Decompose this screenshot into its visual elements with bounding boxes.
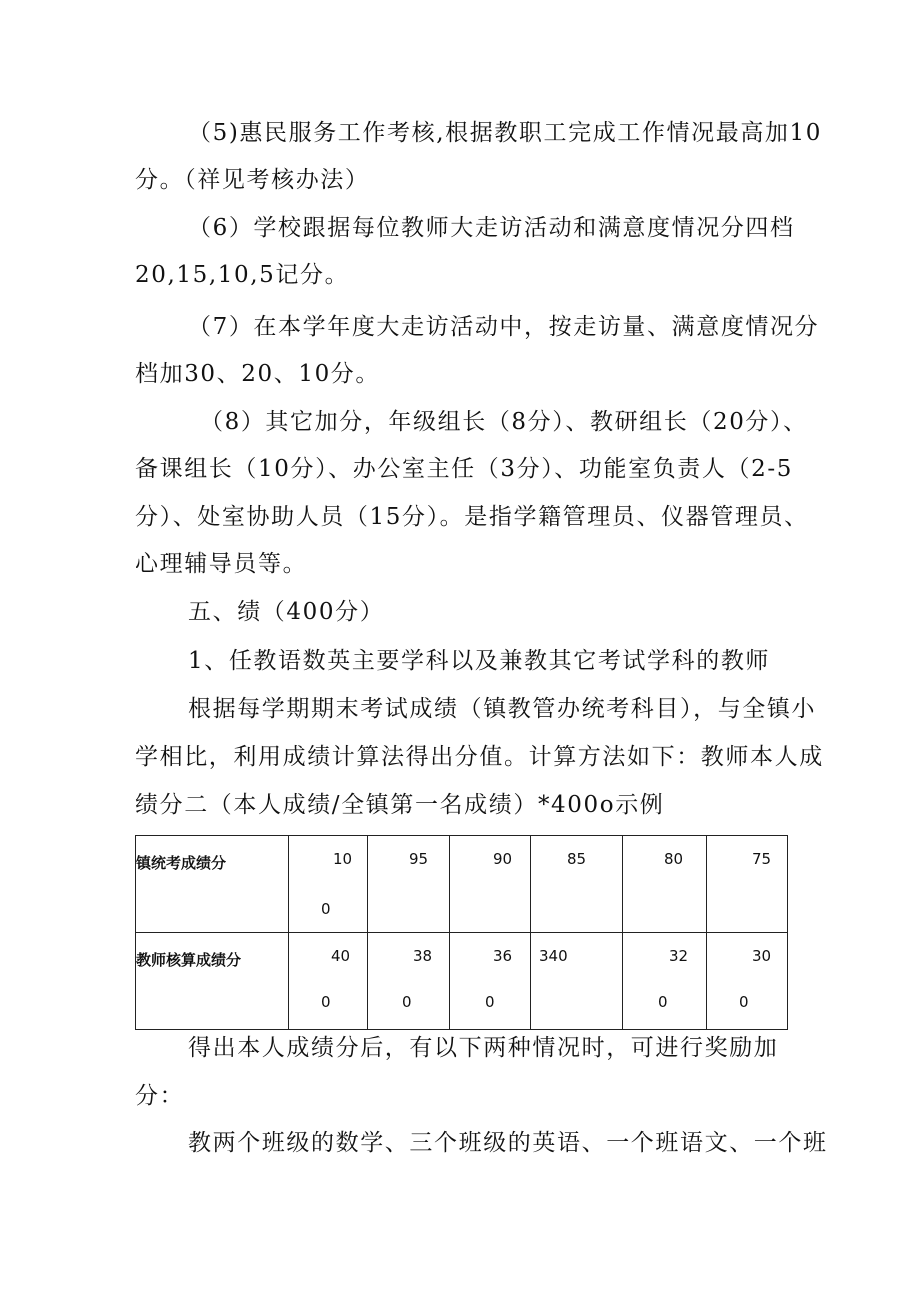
cell-value: 75 xyxy=(752,850,772,868)
row-label: 镇统考成绩分 xyxy=(136,836,289,933)
text-line: 绩分二（本人成绩/全镇第一名成绩）*400o示例 xyxy=(135,792,665,818)
cell-value: 0 xyxy=(658,993,668,1011)
text-line: （5)惠民服务工作考核,根据教职工完成工作情况最高加10 xyxy=(188,120,822,146)
table-row xyxy=(136,836,788,933)
text-line: 分）、处室协助人员（15分）。是指学籍管理员、仪器管理员、 xyxy=(135,504,809,530)
table-cell xyxy=(623,933,707,1030)
table-cell xyxy=(450,836,531,933)
cell-value: 40 xyxy=(331,947,351,965)
cell-value: 95 xyxy=(409,850,429,868)
score-table xyxy=(135,835,788,1030)
cell-value: 38 xyxy=(413,947,433,965)
table-cell xyxy=(707,933,788,1030)
text-line: 分。（祥见考核办法） xyxy=(135,167,370,193)
text-line: （6）学校跟据每位教师大走访活动和满意度情况分四档 xyxy=(188,215,795,241)
cell-value: 10 xyxy=(333,850,353,868)
table-cell xyxy=(368,836,450,933)
cell-value: 340 xyxy=(539,947,568,965)
cell-value: 30 xyxy=(752,947,772,965)
text-line: 分： xyxy=(135,1083,185,1109)
text-line: 20,15,10,5记分。 xyxy=(135,262,350,288)
table-cell xyxy=(289,933,368,1030)
cell-value: 0 xyxy=(739,993,749,1011)
table-cell xyxy=(368,933,450,1030)
text-line: 得出本人成绩分后，有以下两种情况时，可进行奖励加 xyxy=(188,1035,779,1061)
text-line: 根据每学期期末考试成绩（镇教管办统考科目），与全镇小 xyxy=(188,696,817,722)
cell-value: 80 xyxy=(664,850,684,868)
text-line: 档加30、20、10分。 xyxy=(135,361,380,387)
table-cell xyxy=(289,836,368,933)
text-line: （8）其它加分，年级组长（8分）、教研组长（20分）、 xyxy=(200,409,808,435)
table-cell xyxy=(623,836,707,933)
cell-value: 0 xyxy=(321,900,331,918)
table-row xyxy=(136,933,788,1030)
cell-value: 0 xyxy=(321,993,331,1011)
row-label: 教师核算成绩分 xyxy=(136,933,289,1030)
table-cell xyxy=(450,933,531,1030)
text-line: （7）在本学年度大走访活动中，按走访量、满意度情况分 xyxy=(188,314,820,340)
text-line: 心理辅导员等。 xyxy=(135,551,308,577)
section-heading: 五、绩（400分） xyxy=(188,599,385,625)
table-cell xyxy=(707,836,788,933)
table-cell xyxy=(531,933,623,1030)
cell-value: 90 xyxy=(493,850,513,868)
text-line: 学相比，利用成绩计算法得出分值。计算方法如下：教师本人成 xyxy=(135,744,824,770)
text-line: 备课组长（10分）、办公室主任（3分）、功能室负责人（2-5 xyxy=(135,456,793,482)
cell-value: 32 xyxy=(669,947,689,965)
table-cell xyxy=(531,836,623,933)
text-line: 教两个班级的数学、三个班级的英语、一个班语文、一个班 xyxy=(188,1130,828,1156)
cell-value: 0 xyxy=(485,993,495,1011)
cell-value: 85 xyxy=(567,850,587,868)
cell-value: 0 xyxy=(402,993,412,1011)
cell-value: 36 xyxy=(493,947,513,965)
text-line: 1、任教语数英主要学科以及兼教其它考试学科的教师 xyxy=(188,648,771,674)
